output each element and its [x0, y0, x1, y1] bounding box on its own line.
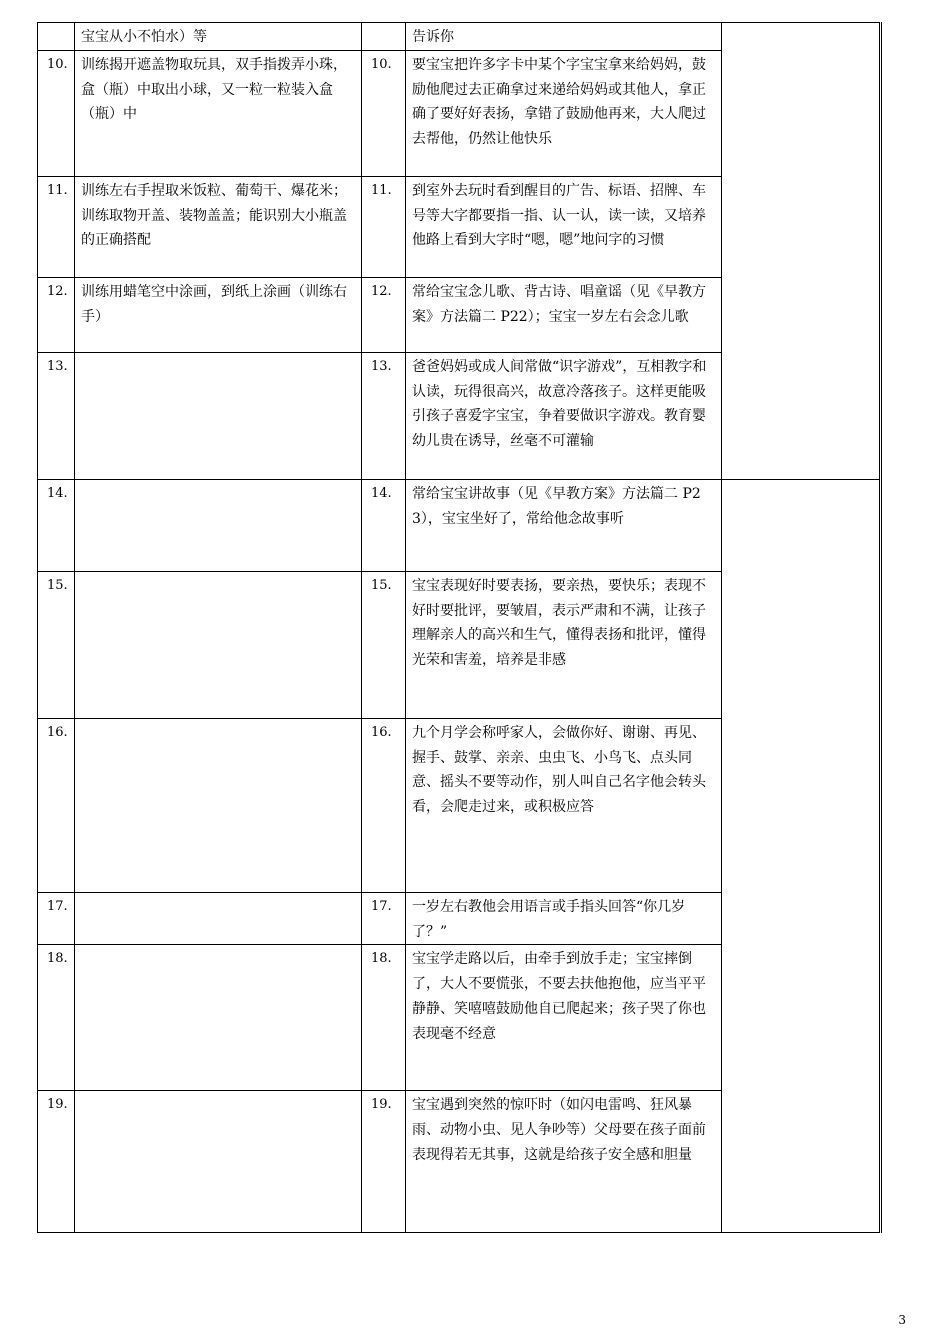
row-number-right: 17.	[362, 892, 406, 945]
training-item	[75, 892, 362, 945]
row-number-right: 18.	[362, 945, 406, 1091]
row-number-left: 19.	[38, 1091, 75, 1233]
row-number-right: 13.	[362, 352, 406, 479]
training-item	[75, 718, 362, 892]
row-number-left: 11.	[38, 176, 75, 277]
training-item	[75, 352, 362, 479]
row-number-right: 12.	[362, 277, 406, 352]
row-number-right: 10.	[362, 50, 406, 176]
table-row	[38, 23, 881, 51]
teaching-item: 一岁左右教他会用语言或手指头回答“你几岁了？”	[406, 892, 722, 945]
training-item: 宝宝从小不怕水）等	[75, 23, 362, 51]
teaching-item: 宝宝表现好时要表扬，要亲热，要快乐；表现不好时要批评，要皱眉，表示严肃和不满，让孩子理解亲人的高兴和生气，懂得表扬和批评，懂得光荣和害羞，培养是非感	[406, 571, 722, 718]
teaching-item: 爸爸妈妈或成人间常做“识字游戏”，互相教字和认读，玩得很高兴，故意冷落孩子。这样更能吸引孩子喜爱字宝宝，争着要做识字游戏。教育婴幼儿贵在诱导，丝毫不可灌输	[406, 352, 722, 479]
training-item: 训练用蜡笔空中涂画，到纸上涂画（训练右手）	[75, 277, 362, 352]
training-item: 训练左右手捏取米饭粒、葡萄干、爆花米；训练取物开盖、装物盖盖；能识别大小瓶盖的正确搭配	[75, 176, 362, 277]
notes-cell-upper	[722, 23, 881, 480]
notes-cell-lower	[722, 479, 881, 1233]
teaching-item: 宝宝遇到突然的惊吓时（如闪电雷鸣、狂风暴雨、动物小虫、见人争吵等）父母要在孩子面前表现得若无其事，这就是给孩子安全感和胆量	[406, 1091, 722, 1233]
row-number-right	[362, 23, 406, 51]
row-number-left: 12.	[38, 277, 75, 352]
teaching-item: 九个月学会称呼家人，会做你好、谢谢、再见、握手、鼓掌、亲亲、虫虫飞、小鸟飞、点头同意、摇头不要等动作，别人叫自己名字他会转头看，会爬走过来，或积极应答	[406, 718, 722, 892]
row-number-left: 14.	[38, 479, 75, 571]
row-number-right: 11.	[362, 176, 406, 277]
row-number-left: 16.	[38, 718, 75, 892]
training-item	[75, 479, 362, 571]
row-number-left	[38, 23, 75, 51]
page-number: 3	[898, 1313, 906, 1327]
row-number-right: 15.	[362, 571, 406, 718]
training-item: 训练揭开遮盖物取玩具，双手指拨弄小珠，盒（瓶）中取出小球，又一粒一粒装入盒（瓶）中	[75, 50, 362, 176]
row-number-left: 17.	[38, 892, 75, 945]
teaching-item: 告诉你	[406, 23, 722, 51]
teaching-item: 要宝宝把许多字卡中某个字宝宝拿来给妈妈，鼓励他爬过去正确拿过来递给妈妈或其他人，拿正确了要好好表扬，拿错了鼓励他再来，大人爬过去帮他，仍然让他快乐	[406, 50, 722, 176]
row-number-right: 14.	[362, 479, 406, 571]
row-number-left: 18.	[38, 945, 75, 1091]
training-item	[75, 1091, 362, 1233]
teaching-item: 常给宝宝讲故事（见《早教方案》方法篇二 P23），宝宝坐好了，常给他念故事听	[406, 479, 722, 571]
row-number-right: 16.	[362, 718, 406, 892]
row-number-left: 15.	[38, 571, 75, 718]
table-row	[38, 479, 881, 571]
teaching-item: 常给宝宝念儿歌、背古诗、唱童谣（见《早教方案》方法篇二 P22）；宝宝一岁左右会念儿歌	[406, 277, 722, 352]
schedule-table	[37, 22, 882, 1233]
teaching-item: 宝宝学走路以后，由牵手到放手走；宝宝摔倒了，大人不要慌张，不要去扶他抱他，应当平平静静、笑嘻嘻鼓励他自已爬起来；孩子哭了你也表现毫不经意	[406, 945, 722, 1091]
row-number-right: 19.	[362, 1091, 406, 1233]
row-number-left: 13.	[38, 352, 75, 479]
teaching-item: 到室外去玩时看到醒目的广告、标语、招牌、车号等大字都要指一指、认一认，读一读，又培养他路上看到大字时“嗯，嗯”地问字的习惯	[406, 176, 722, 277]
training-item	[75, 945, 362, 1091]
training-item	[75, 571, 362, 718]
row-number-left: 10.	[38, 50, 75, 176]
